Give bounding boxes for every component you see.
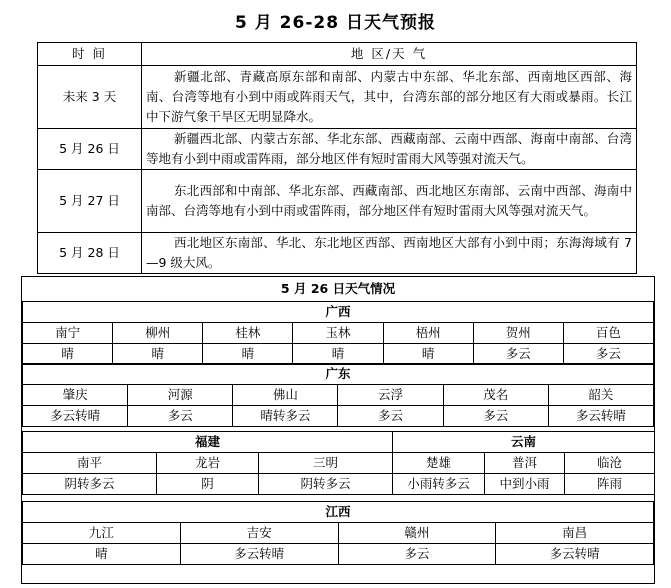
weather-value: 多云转晴 bbox=[180, 544, 338, 565]
forecast-row bbox=[38, 170, 637, 233]
fujian-yunnan-table bbox=[22, 431, 655, 495]
weather-row bbox=[23, 406, 654, 427]
city-name: 玉林 bbox=[293, 323, 383, 344]
weather-value: 阵雨 bbox=[565, 474, 655, 495]
weather-value: 晴 bbox=[23, 544, 181, 565]
city-name: 赣州 bbox=[338, 523, 496, 544]
city-name: 南昌 bbox=[496, 523, 654, 544]
weather-value: 多云转晴 bbox=[23, 406, 128, 427]
weather-value: 多云 bbox=[128, 406, 233, 427]
region-fujian: 福建 bbox=[23, 432, 393, 453]
city-name: 桂林 bbox=[203, 323, 293, 344]
city-name: 云浮 bbox=[338, 385, 443, 406]
city-name: 楚雄 bbox=[393, 453, 485, 474]
forecast-text bbox=[142, 170, 637, 233]
forecast-table bbox=[37, 42, 637, 274]
guangdong-table bbox=[22, 363, 654, 427]
page-title: 5 月 26-28 日天气预报 bbox=[235, 13, 436, 33]
weather-value: 阴转多云 bbox=[259, 474, 393, 495]
forecast-date: 未来 3 天 bbox=[38, 66, 142, 129]
header-time: 时 间 bbox=[38, 43, 142, 66]
forecast-date: 5 月 26 日 bbox=[38, 129, 142, 170]
weather-value: 晴 bbox=[23, 344, 113, 365]
header-area: 地 区/天 气 bbox=[142, 43, 637, 66]
forecast-text bbox=[142, 129, 637, 170]
city-row bbox=[23, 323, 654, 344]
city-name: 肇庆 bbox=[23, 385, 128, 406]
forecast-text-content: 西北地区东南部、华北、东北地区西部、西南地区大部有小到中雨；东海海域有 7—9 级大风。 bbox=[146, 235, 632, 270]
city-name: 南宁 bbox=[23, 323, 113, 344]
weather-value: 晴 bbox=[203, 344, 293, 365]
weather-value: 晴 bbox=[383, 344, 473, 365]
city-name: 贺州 bbox=[473, 323, 563, 344]
weather-section bbox=[21, 276, 655, 584]
weather-value: 晴 bbox=[113, 344, 203, 365]
weather-value: 多云 bbox=[563, 344, 653, 365]
forecast-header-row bbox=[38, 43, 637, 66]
forecast-text bbox=[142, 66, 637, 129]
weather-value: 阴 bbox=[157, 474, 259, 495]
city-name: 河源 bbox=[128, 385, 233, 406]
weather-value: 阴转多云 bbox=[23, 474, 157, 495]
weather-value: 中到小雨 bbox=[485, 474, 565, 495]
city-row bbox=[23, 453, 655, 474]
region-jiangxi: 江西 bbox=[23, 502, 654, 523]
forecast-text bbox=[142, 233, 637, 274]
weather-value: 晴转多云 bbox=[233, 406, 338, 427]
forecast-date: 5 月 28 日 bbox=[38, 233, 142, 274]
region-yunnan: 云南 bbox=[393, 432, 655, 453]
city-name: 柳州 bbox=[113, 323, 203, 344]
city-name: 龙岩 bbox=[157, 453, 259, 474]
city-name: 佛山 bbox=[233, 385, 338, 406]
forecast-text-content: 东北西部和中南部、华北东部、西藏南部、西北地区东南部、云南中西部、海南中南部、台湾等地有小到中雨或雷阵雨，部分地区伴有短时雷雨大风等强对流天气。 bbox=[146, 183, 632, 218]
weather-value: 多云 bbox=[338, 544, 496, 565]
weather-row bbox=[23, 474, 655, 495]
weather-value: 多云转晴 bbox=[548, 406, 653, 427]
city-name: 南平 bbox=[23, 453, 157, 474]
region-guangxi: 广西 bbox=[23, 302, 654, 323]
city-row bbox=[23, 385, 654, 406]
city-name: 临沧 bbox=[565, 453, 655, 474]
jiangxi-table bbox=[22, 501, 654, 565]
forecast-row bbox=[38, 66, 637, 129]
weather-value: 晴 bbox=[293, 344, 383, 365]
city-name: 韶关 bbox=[548, 385, 653, 406]
guangxi-table bbox=[22, 301, 654, 365]
region-guangdong: 广东 bbox=[23, 364, 654, 385]
forecast-text-content: 新疆北部、青藏高原东部和南部、内蒙古中东部、华北东部、西南地区西部、海南、台湾等地有小到中雨或阵雨天气，其中，台湾东部的部分地区有大雨或暴雨。长江中下游气象干旱区无明显降水。 bbox=[146, 69, 632, 124]
city-name: 梧州 bbox=[383, 323, 473, 344]
city-name: 九江 bbox=[23, 523, 181, 544]
forecast-text-content: 新疆西北部、内蒙古东部、华北东部、西藏南部、云南中西部、海南中南部、台湾等地有小到中雨或雷阵雨，部分地区伴有短时雷雨大风等强对流天气。 bbox=[146, 131, 632, 166]
city-name: 三明 bbox=[259, 453, 393, 474]
weather-value: 多云 bbox=[443, 406, 548, 427]
forecast-row bbox=[38, 233, 637, 274]
weather-row bbox=[23, 344, 654, 365]
weather-value: 多云转晴 bbox=[496, 544, 654, 565]
watermark-logo bbox=[556, 560, 656, 584]
city-row bbox=[23, 523, 654, 544]
forecast-date: 5 月 27 日 bbox=[38, 170, 142, 233]
weather-title: 5 月 26 日天气情况 bbox=[280, 281, 396, 296]
city-name: 普洱 bbox=[485, 453, 565, 474]
city-name: 吉安 bbox=[180, 523, 338, 544]
weather-value: 多云 bbox=[473, 344, 563, 365]
city-name: 茂名 bbox=[443, 385, 548, 406]
weather-value: 小雨转多云 bbox=[393, 474, 485, 495]
weather-value: 多云 bbox=[338, 406, 443, 427]
city-name: 百色 bbox=[563, 323, 653, 344]
forecast-row bbox=[38, 129, 637, 170]
